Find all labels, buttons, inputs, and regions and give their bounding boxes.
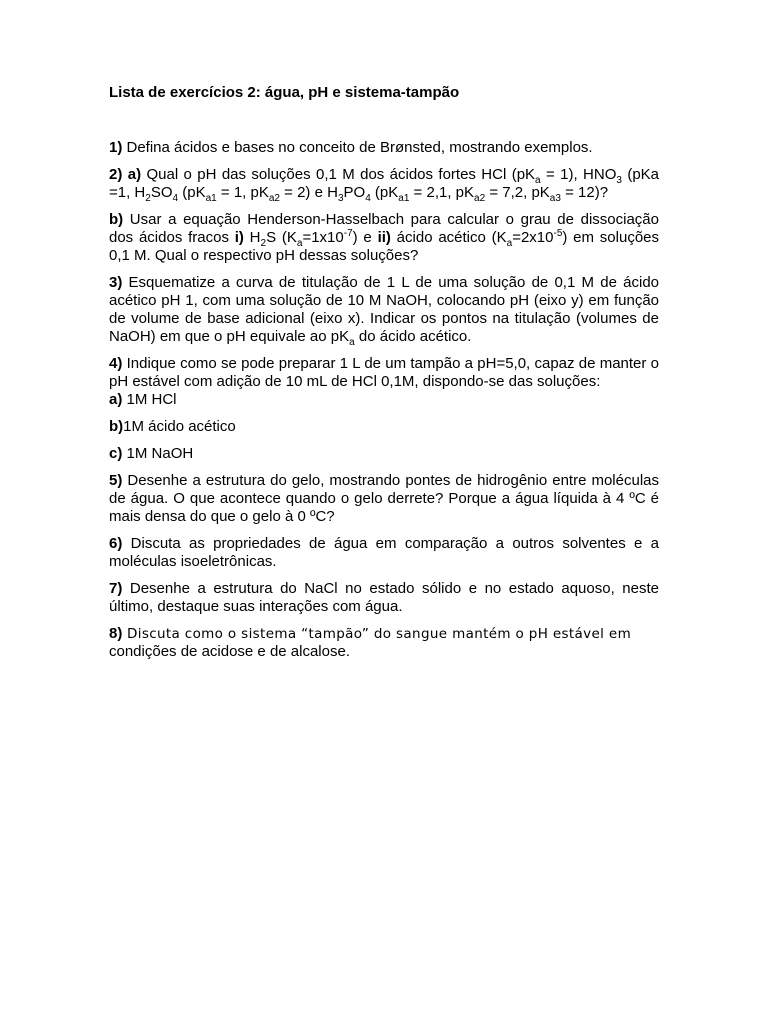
question-text: ) e [352, 229, 378, 246]
document-page [109, 84, 659, 670]
question-6 [109, 535, 659, 571]
subscript: a [506, 238, 513, 249]
question-3 [109, 274, 659, 346]
question-number: 8) [109, 625, 123, 642]
subscript: 4 [365, 193, 371, 204]
option-label: b) [109, 418, 124, 435]
subscript: a [296, 238, 303, 249]
question-text: Desenhe a estrutura do gelo, mostrando pontes de hidrogênio entre moléculas de água. O que acontece quando o gelo derrete? Porque a água líquida à 4 ºC é mais densa do que o gelo à 0 ºC? [109, 472, 659, 525]
document-title: Lista de exercícios 2: água, pH e sistema-tampão [109, 84, 460, 101]
question-text: Desenhe a estrutura do NaCl no estado sólido e no estado aquoso, neste último, destaque suas interações com água. [109, 580, 659, 615]
question-text: (pK [178, 184, 206, 201]
subscript: a2 [268, 193, 280, 204]
question-text: do ácido acético. [354, 328, 472, 345]
question-text: Indique como se pode preparar 1 L de um tampão a pH=5,0, capaz de manter o pH estável com adição de 10 mL de HCl 0,1M, dispondo-se das soluções: [109, 355, 659, 390]
subscript: 2 [260, 238, 267, 249]
question-4-option-b [109, 418, 659, 436]
question-text: Esquematize a curva de titulação de 1 L de uma solução de 0,1 M de ácido acético pH 1, com uma solução de 10 M NaOH, colocando pH (eixo y) em função de volume de base adicional (eixo x). Indicar os pontos na titulação (volumes de NaOH) em que o pH equivale ao pK [109, 274, 659, 345]
question-text: SO [150, 184, 173, 201]
subscript: a [535, 175, 541, 186]
option-text: 1M ácido acético [123, 418, 236, 435]
superscript: -7 [343, 228, 353, 239]
question-text: = 12)? [560, 184, 609, 201]
subscript: 2 [145, 193, 151, 204]
question-5 [109, 472, 659, 526]
question-number: 7) [109, 580, 123, 597]
question-8 [109, 625, 659, 661]
item-label: ii) [377, 229, 391, 246]
question-7 [109, 580, 659, 616]
question-text: Qual o pH das soluções 0,1 M dos ácidos fortes HCl (pK [141, 166, 536, 183]
question-part-label: a) [127, 166, 142, 183]
question-text: Discuta as propriedades de água em comparação a outros solventes e a moléculas isoeletrônicas. [109, 535, 659, 570]
subscript: 4 [172, 193, 179, 204]
superscript: -5 [553, 228, 563, 239]
question-text: = 7,2, pK [485, 184, 550, 201]
option-text: 1M NaOH [122, 445, 194, 462]
question-1 [109, 139, 659, 157]
question-text: (pKa =1, H [109, 166, 660, 201]
question-4 [109, 355, 659, 409]
subscript: 3 [337, 193, 344, 204]
question-2b [109, 211, 659, 265]
question-text: H [243, 229, 261, 246]
question-text: = 1), HNO [540, 166, 617, 183]
subscript: 3 [616, 175, 622, 186]
question-text: Usar a equação Henderson-Hasselbach para calcular o grau de dissociação dos ácidos fracos [109, 211, 659, 246]
question-text: ácido acético (K [390, 229, 507, 246]
subscript: a1 [398, 193, 410, 204]
subscript: a2 [474, 193, 486, 204]
question-text: condições de acidose e de alcalose. [109, 643, 350, 660]
question-text: Discuta como o sistema “tampão” do sangue mantém o pH estável em [122, 626, 632, 642]
option-label: a) [109, 391, 123, 408]
question-number: 5) [109, 472, 123, 489]
question-text: ) em soluções 0,1 M. Qual o respectivo pH dessas soluções? [109, 229, 659, 264]
option-text: 1M HCl [122, 391, 177, 408]
question-text: = 1, pK [216, 184, 269, 201]
question-text: = 2) e H [279, 184, 338, 201]
question-text: = 2,1, pK [409, 184, 475, 201]
question-text: PO [343, 184, 366, 201]
item-label: i) [234, 229, 244, 246]
question-text: =2x10 [512, 229, 554, 246]
question-number: 3) [109, 274, 123, 291]
subscript: a1 [205, 193, 217, 204]
question-2a [109, 166, 659, 202]
question-number: 4) [109, 355, 123, 372]
question-text: =1x10 [302, 229, 344, 246]
question-number: 1) [109, 139, 123, 156]
question-text: Defina ácidos e bases no conceito de Brønsted, mostrando exemplos. [122, 139, 593, 156]
subscript: a [349, 337, 355, 348]
subscript: a3 [549, 193, 561, 204]
question-part-label: b) [109, 211, 124, 228]
question-text: (pK [370, 184, 399, 201]
question-4-option-c [109, 445, 659, 463]
question-number: 6) [109, 535, 123, 552]
question-number: 2) [109, 166, 123, 183]
question-text: S (K [266, 229, 297, 246]
option-label: c) [109, 445, 123, 462]
